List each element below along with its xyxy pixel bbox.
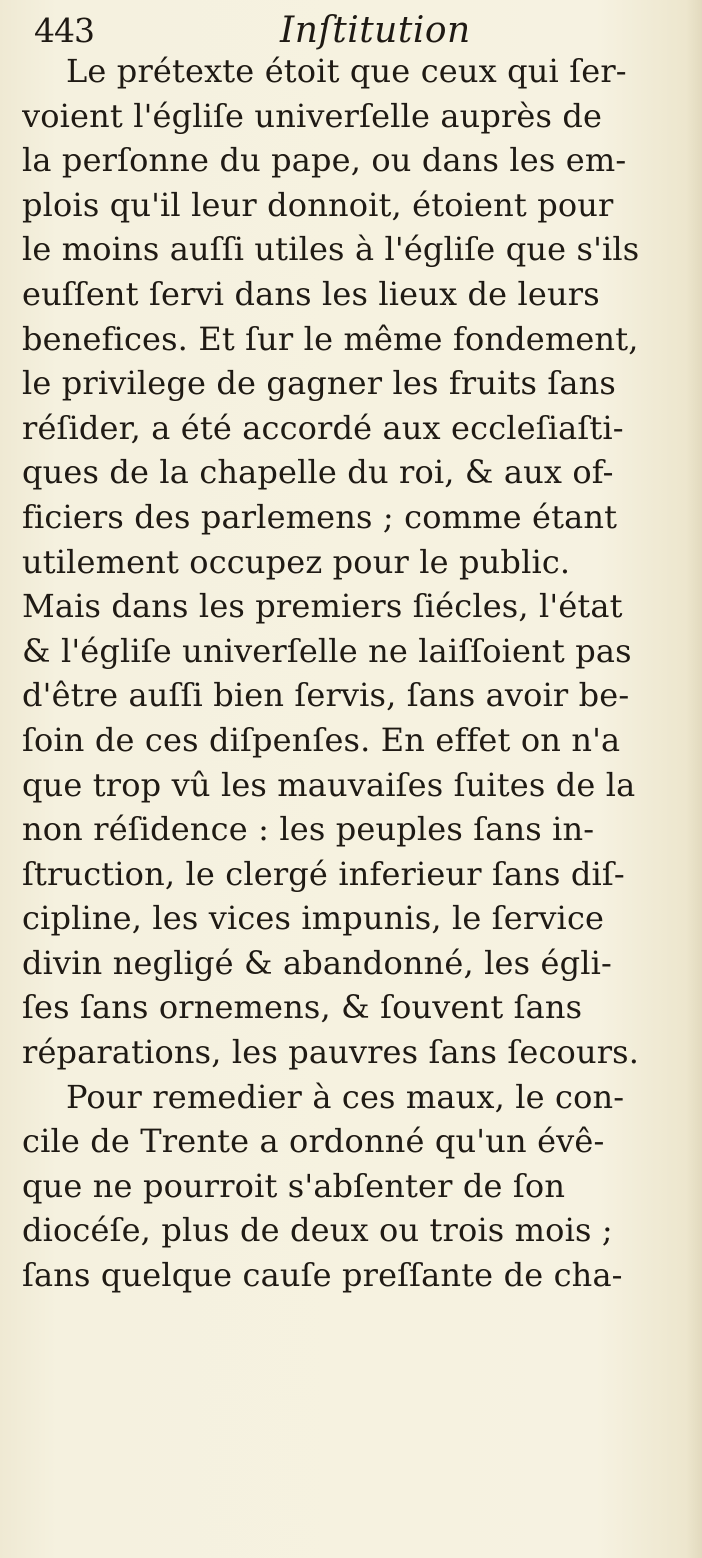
- text-line: benefices. Et ſur le même fondement,: [22, 319, 639, 358]
- text-line: ſes ſans ornemens, & ſouvent ſans: [22, 988, 583, 1027]
- text-line: utilement occupez pour le public.: [22, 542, 571, 581]
- paragraph-2: [22, 1075, 688, 1298]
- text-line: d'être auſſi bien ſervis, ſans avoir be-: [22, 676, 630, 715]
- page-edge-shadow: [686, 0, 702, 1558]
- text-line: la perſonne du pape, ou dans les em-: [22, 141, 627, 180]
- text-line: ſoin de ces diſpenſes. En effet on n'a: [22, 720, 621, 759]
- text-line: cile de Trente a ordonné qu'un évê-: [22, 1122, 605, 1161]
- text-line: le moins auſſi utiles à l'égliſe que s'ils: [22, 230, 640, 269]
- text-line: euſſent ſervi dans les lieux de leurs: [22, 274, 600, 313]
- running-title: Inſtitution: [280, 10, 471, 51]
- text-line: que trop vû les mauvaiſes ſuites de la: [22, 765, 636, 804]
- text-line: ſans quelque cauſe preſſante de cha-: [22, 1256, 623, 1295]
- text-line: réparations, les pauvres ſans ſecours.: [22, 1033, 640, 1072]
- text-line: ques de la chapelle du roi, & aux of-: [22, 453, 614, 492]
- text-line: le privilege de gagner les fruits ſans: [22, 364, 616, 403]
- text-line: réſider, a été accordé aux eccleſiaſti-: [22, 408, 624, 447]
- text-line: ficiers des parlemens ; comme étant: [22, 497, 618, 536]
- text-line: ſtruction, le clergé inferieur ſans diſ-: [22, 854, 625, 893]
- text-line: cipline, les vices impunis, le ſervice: [22, 899, 605, 938]
- text-line: Mais dans les premiers ſiécles, l'état: [22, 587, 623, 626]
- text-line: plois qu'il leur donnoit, étoient pour: [22, 185, 614, 224]
- text-line: & l'égliſe univerſelle ne laiſſoient pas: [22, 631, 632, 670]
- page-number: 443: [34, 11, 94, 50]
- text-line: voient l'égliſe univerſelle auprès de: [22, 96, 603, 135]
- text-line: Pour remedier à ces maux, le con-: [66, 1077, 625, 1116]
- text-line: divin negligé & abandonné, les égli-: [22, 943, 612, 982]
- text-line: non réſidence : les peuples ſans in-: [22, 810, 595, 849]
- paragraph-1: [22, 49, 688, 1075]
- body-text: [22, 49, 688, 1298]
- text-line: Le prétexte étoit que ceux qui ſer-: [66, 52, 627, 90]
- text-line: diocéſe, plus de deux ou trois mois ;: [22, 1211, 613, 1250]
- text-line: que ne pourroit s'abſenter de ſon: [22, 1166, 566, 1205]
